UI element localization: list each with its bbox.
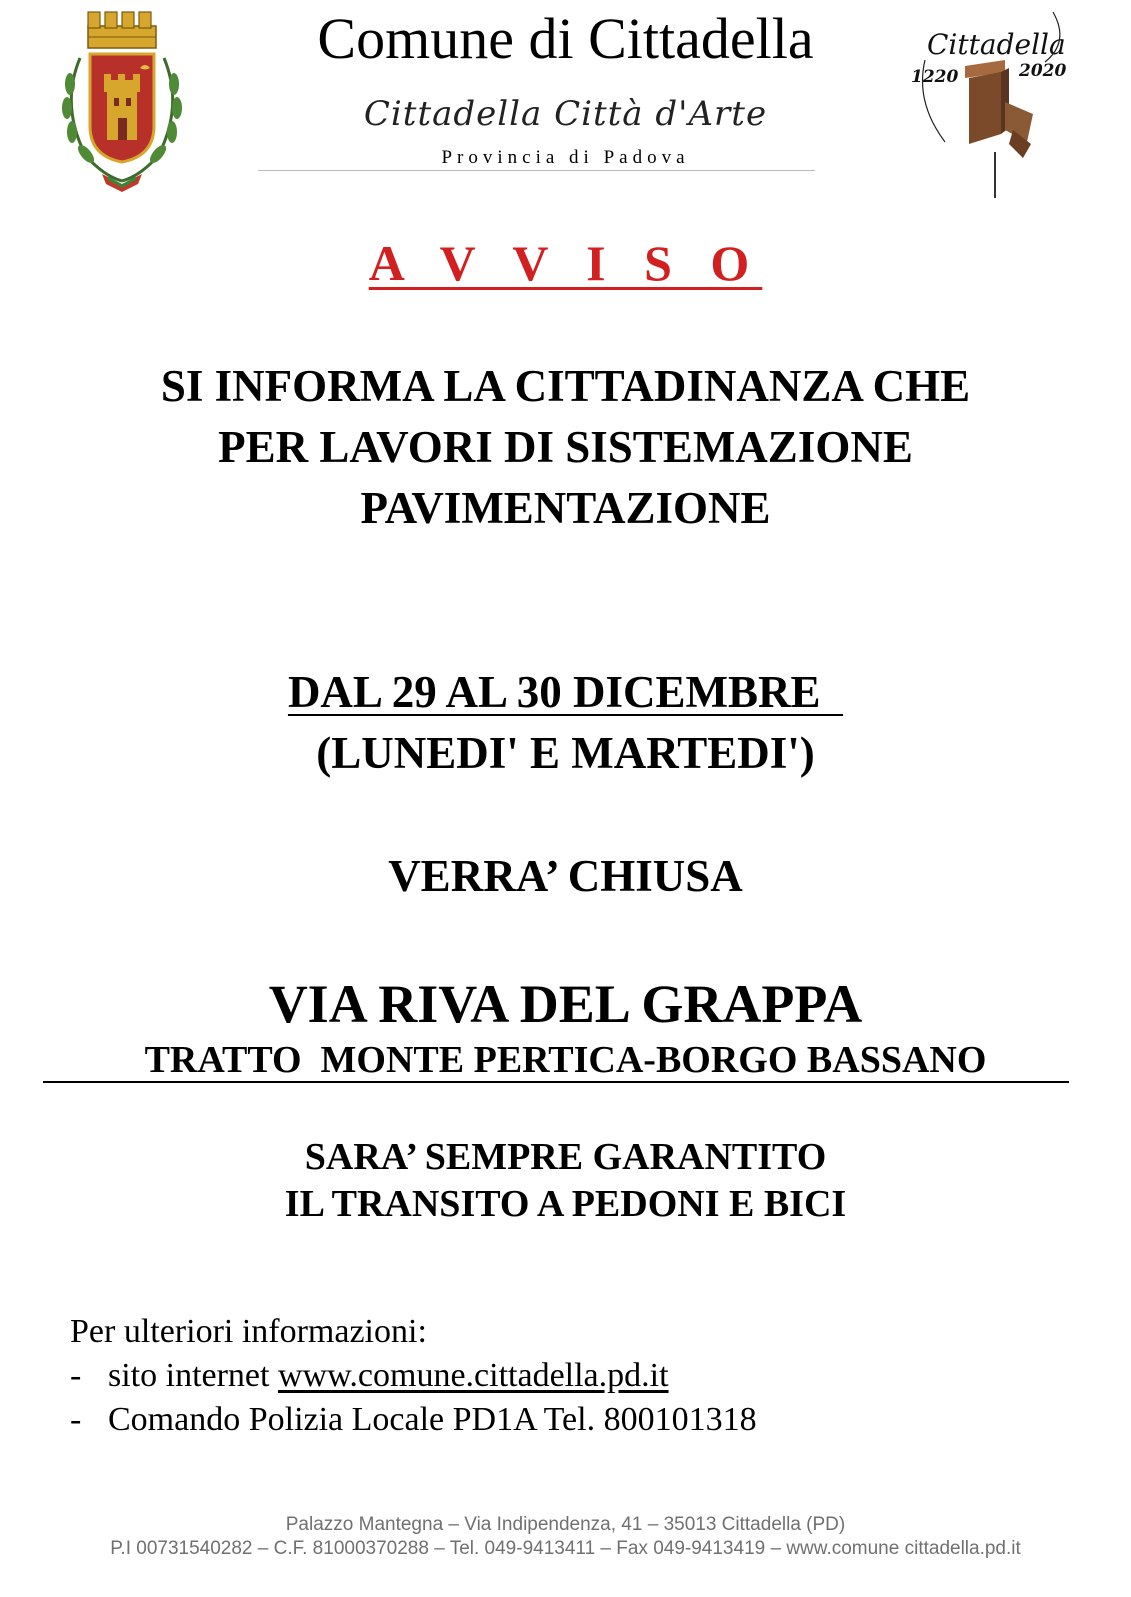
info-heading: Per ulteriori informazioni: bbox=[70, 1313, 427, 1350]
closure-dates bbox=[0, 662, 1131, 784]
bullet-dash: - bbox=[70, 1357, 82, 1394]
bullet-dash: - bbox=[70, 1401, 82, 1438]
police-contact: Comando Polizia Locale PD1A Tel. 800101318 bbox=[108, 1401, 757, 1438]
info-website-row bbox=[70, 1354, 757, 1398]
logo-year-end: 2020 bbox=[1019, 61, 1067, 81]
notice-intro bbox=[0, 356, 1131, 539]
municipality-title: Comune di Cittadella bbox=[317, 6, 814, 71]
intro-line: PER LAVORI DI SISTEMAZIONE bbox=[218, 422, 913, 472]
logo-year-start: 1220 bbox=[911, 67, 959, 87]
closure-days: (LUNEDI' E MARTEDI') bbox=[316, 728, 815, 778]
province-label: Provincia di Padova bbox=[441, 147, 690, 168]
notice-heading bbox=[0, 232, 1131, 294]
closure-statement: VERRA’ CHIUSA bbox=[388, 851, 743, 901]
info-section bbox=[70, 1310, 757, 1442]
footer-contacts: P.I 00731540282 – C.F. 81000370288 – Tel. 049-9413411 – Fax 049-9413419 – www.comune cittadella.pd.it bbox=[110, 1538, 1021, 1559]
footer-address: Palazzo Mantegna – Via Indipendenza, 41 – 35013 Cittadella (PD) bbox=[285, 1514, 846, 1535]
guarantee-line: IL TRANSITO A PEDONI E BICI bbox=[284, 1183, 847, 1225]
intro-line: SI INFORMA LA CITTADINANZA CHE bbox=[160, 361, 971, 411]
street-name: VIA RIVA DEL GRAPPA bbox=[268, 974, 863, 1034]
city-motto: Cittadella Città d'Arte bbox=[363, 94, 768, 134]
logo-script: Cittadella bbox=[927, 28, 1066, 61]
info-police-row bbox=[70, 1398, 757, 1442]
closure-date-range: DAL 29 AL 30 DICEMBRE bbox=[287, 667, 844, 717]
intro-line: PAVIMENTAZIONE bbox=[360, 483, 771, 533]
notice-heading-text: A V V I S O bbox=[368, 235, 763, 291]
street-section: TRATTO MONTE PERTICA-BORGO BASSANO bbox=[144, 1039, 987, 1081]
anniversary-logo bbox=[905, 2, 1075, 202]
website-link[interactable]: www.comune.cittadella.pd.it bbox=[277, 1357, 669, 1394]
footer bbox=[0, 1513, 1131, 1561]
header-divider bbox=[258, 170, 815, 171]
guarantee-line: SARA’ SEMPRE GARANTITO bbox=[304, 1136, 827, 1178]
transit-guarantee bbox=[0, 1134, 1131, 1228]
street-section-underline bbox=[43, 1081, 1069, 1083]
website-prefix: sito internet bbox=[108, 1357, 278, 1394]
